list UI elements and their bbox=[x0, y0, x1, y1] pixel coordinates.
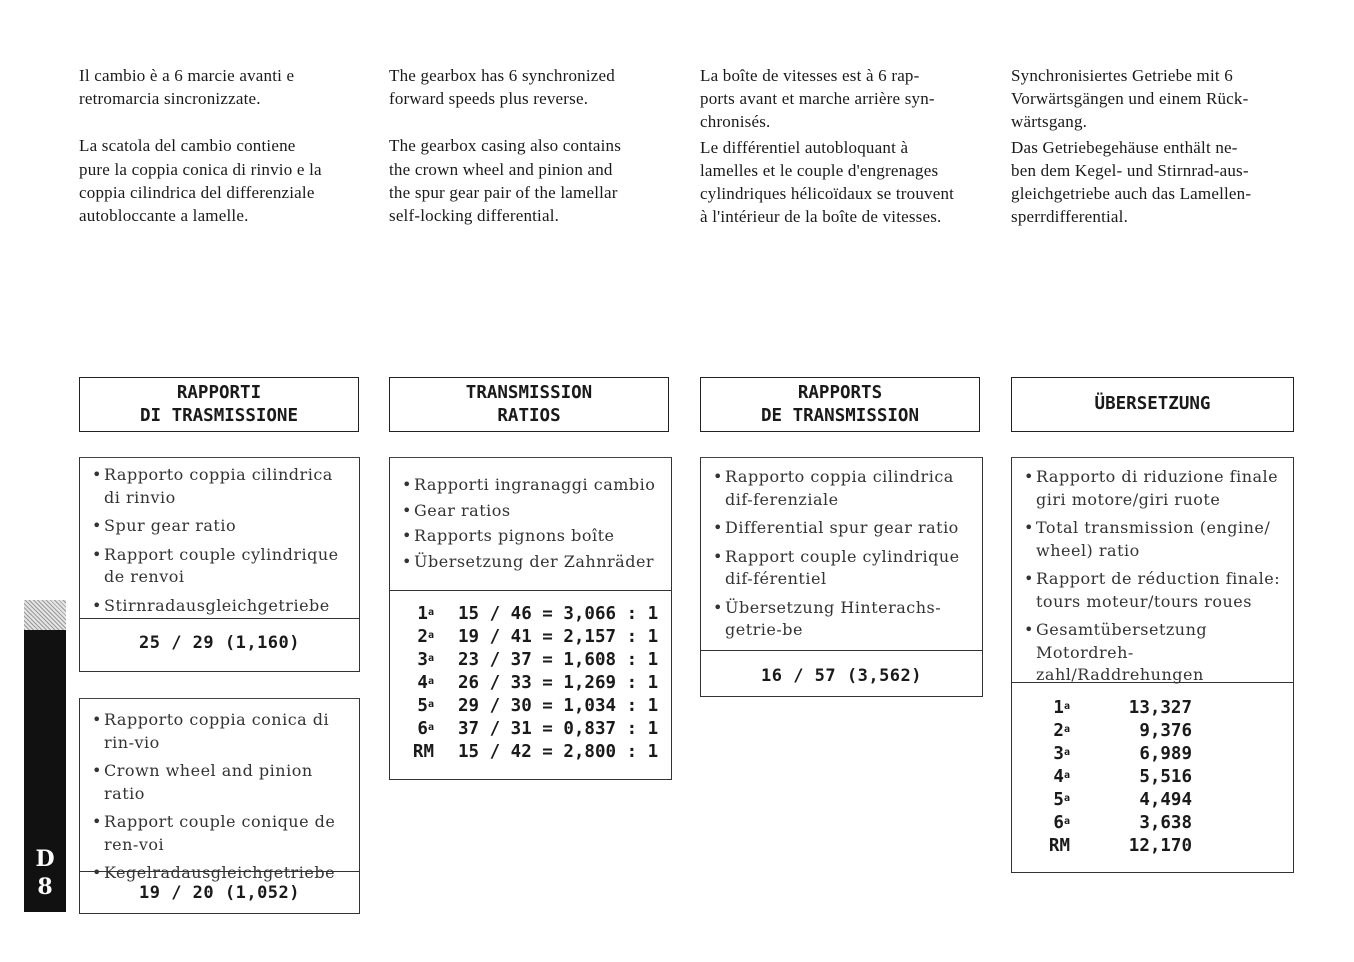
table-row: 5$^a$ 29 / 30 = 1,034 : 1 bbox=[417, 696, 659, 716]
list-item: • Gear ratios bbox=[402, 500, 511, 520]
table-row: 4$^a$ 5,516 bbox=[1053, 767, 1192, 787]
italian-intro bbox=[79, 64, 362, 227]
gearbox-ratio-box bbox=[389, 457, 672, 780]
list-item: • Rapporto coppia cilindrica dif-ferenziale bbox=[713, 467, 954, 509]
list-item: • Rapport couple conique de ren-voi bbox=[92, 812, 336, 854]
gear-ratio-table bbox=[390, 590, 671, 774]
spur-gear-ratio-box bbox=[79, 457, 360, 672]
header-line: DI TRASMISSIONE bbox=[139, 405, 299, 426]
table-row: 6$^a$ 3,638 bbox=[1053, 813, 1192, 833]
list-item: • Total transmission (engine/ wheel) ratio bbox=[1024, 518, 1271, 560]
table-row: 3$^a$ 23 / 37 = 1,608 : 1 bbox=[417, 650, 659, 670]
header-line: RATIOS bbox=[497, 405, 561, 426]
intro-paragraph: La boîte de vitesses est à 6 rap- ports avant et marche arrière syn- chronisés. bbox=[700, 66, 935, 132]
table-row: 3$^a$ 6,989 bbox=[1053, 744, 1192, 764]
intro-paragraph: Le différentiel autobloquant à lamelles et le couple d'engrenages cylindriques hélicoïdaux se trouvent à l'intérieur de la boîte de vitesses. bbox=[700, 137, 955, 227]
list-item: • Rapport de réduction finale: tours moteur/tours roues bbox=[1024, 569, 1281, 611]
english-intro bbox=[389, 64, 672, 227]
intro-paragraph: Synchronisiertes Getriebe mit 6 Vorwärtsgängen und einem Rück- wärtsgang. bbox=[1011, 66, 1249, 132]
list-item: • Rapporto coppia conica di rin-vio bbox=[92, 710, 330, 752]
intro-paragraph: Das Getriebegehäuse enthält ne- ben dem Kegel- und Stirnrad-aus- gleichgetriebe auch das Lamellen- sperrdifferential. bbox=[1011, 137, 1252, 227]
list-item: • Stirnradausgleichgetriebe bbox=[92, 595, 330, 615]
list-item: • Rapporto coppia cilindrica di rinvio bbox=[92, 465, 333, 507]
page-number: 8 bbox=[37, 874, 53, 900]
ratio-labels bbox=[701, 458, 982, 650]
section-letter: D bbox=[35, 846, 55, 872]
intro-paragraph: The gearbox casing also contains the crown wheel and pinion and the spur gear pair of the lamellar self-locking differential. bbox=[389, 136, 622, 226]
table-row: RM 15 / 42 = 2,800 : 1 bbox=[412, 742, 659, 762]
list-item: • Rapport couple cylindrique dif-férentiel bbox=[713, 546, 960, 588]
section-header-german bbox=[1011, 377, 1294, 432]
list-item: • Crown wheel and pinion ratio bbox=[92, 761, 313, 803]
list-item: • Rapporti ingranaggi cambio bbox=[402, 475, 656, 494]
list-item: • Differential spur gear ratio bbox=[713, 518, 959, 537]
section-tab bbox=[24, 600, 66, 912]
header-line: RAPPORTI bbox=[176, 382, 262, 403]
list-item: • Rapports pignons boîte bbox=[402, 526, 615, 545]
header-line: RAPPORTS bbox=[797, 382, 883, 403]
list-item: • Übersetzung der Zahnräder bbox=[402, 551, 655, 571]
header-line: DE TRANSMISSION bbox=[760, 405, 920, 426]
intro-paragraph: The gearbox has 6 synchronized forward speeds plus reverse. bbox=[389, 66, 615, 109]
table-row: 1$^a$ 15 / 46 = 3,066 : 1 bbox=[417, 604, 659, 624]
section-header-italian bbox=[79, 377, 359, 432]
table-row: 5$^a$ 4,494 bbox=[1053, 790, 1192, 810]
section-header-english bbox=[389, 377, 669, 432]
final-ratio-table bbox=[1012, 682, 1293, 868]
table-row: 2$^a$ 19 / 41 = 2,157 : 1 bbox=[417, 627, 659, 647]
german-intro bbox=[1011, 64, 1294, 228]
french-intro bbox=[700, 64, 983, 228]
intro-paragraph: Il cambio è a 6 marcie avanti e retromarcia sincronizzate. bbox=[79, 66, 295, 109]
section-header-french bbox=[700, 377, 980, 432]
list-item: • Gesamtübersetzung Motordreh-zahl/Raddrehungen bbox=[1024, 620, 1208, 684]
spur-gear-ratio-value: 25 / 29 (1,160) bbox=[80, 618, 359, 672]
crown-wheel-ratio-box bbox=[79, 698, 360, 914]
list-item: • Rapporto di riduzione finale giri motore/giri ruote bbox=[1024, 467, 1279, 509]
table-row: RM 12,170 bbox=[1048, 836, 1192, 856]
ratio-labels bbox=[1012, 458, 1293, 682]
intro-paragraph: La scatola del cambio contiene pure la coppia conica di rinvio e la coppia cilindrica del differenziale autobloccante a lamelle. bbox=[79, 136, 322, 226]
table-row: 6$^a$ 37 / 31 = 0,837 : 1 bbox=[417, 719, 659, 739]
ratio-labels bbox=[80, 699, 359, 882]
list-item: • Kegelradausgleichgetriebe bbox=[92, 863, 336, 882]
differential-ratio-box bbox=[700, 457, 983, 697]
list-item: • Spur gear ratio bbox=[92, 516, 237, 535]
header-line: ÜBERSETZUNG bbox=[1094, 394, 1211, 414]
table-row: 1$^a$ 13,327 bbox=[1053, 698, 1192, 718]
list-item: • Rapport couple cylindrique de renvoi bbox=[92, 544, 339, 586]
table-row: 2$^a$ 9,376 bbox=[1053, 721, 1192, 741]
table-row: 4$^a$ 26 / 33 = 1,269 : 1 bbox=[417, 673, 659, 693]
final-ratio-box bbox=[1011, 457, 1294, 873]
ratio-labels bbox=[390, 458, 671, 590]
differential-ratio-value: 16 / 57 (3,562) bbox=[701, 650, 982, 697]
header-line: TRANSMISSION bbox=[465, 382, 593, 403]
ratio-labels bbox=[80, 458, 359, 618]
crown-wheel-ratio-value: 19 / 20 (1,052) bbox=[80, 871, 359, 914]
list-item: • Übersetzung Hinterachs-getrie-be bbox=[713, 597, 942, 639]
